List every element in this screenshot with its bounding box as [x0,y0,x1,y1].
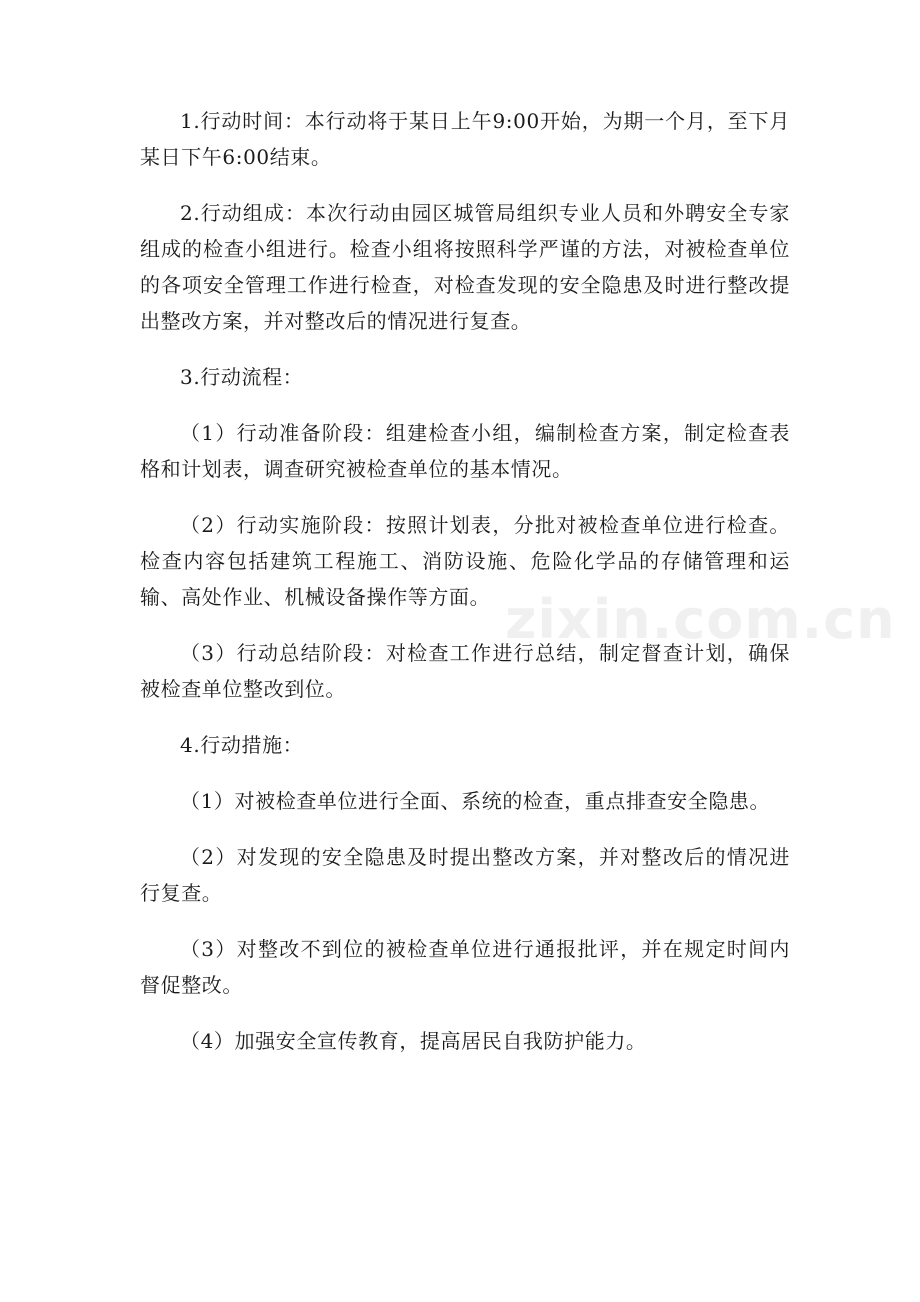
paragraph-measure-3: （3）对整改不到位的被检查单位进行通报批评，并在规定时间内督促整改。 [140,937,790,997]
document-body [140,103,790,1059]
paragraph-implementation-stage: （2）行动实施阶段：按照计划表，分批对被检查单位进行检查。检查内容包括建筑工程施工、消防设施、危险化学品的存储管理和运输、高处作业、机械设备操作等方面。 [140,513,790,609]
paragraph-action-composition: 2.行动组成：本次行动由园区城管局组织专业人员和外聘安全专家组成的检查小组进行。检查小组将按照科学严谨的方法，对被检查单位的各项安全管理工作进行检查，对检查发现的安全隐患及时进行整改提出整改方案，并对整改后的情况进行复查。 [140,201,790,333]
paragraph-preparation-stage: （1）行动准备阶段：组建检查小组，编制检查方案，制定检查表格和计划表，调查研究被检查单位的基本情况。 [140,421,790,481]
paragraph-action-process-heading: 3.行动流程： [180,365,304,389]
paragraph-measure-2: （2）对发现的安全隐患及时提出整改方案，并对整改后的情况进行复查。 [140,845,790,905]
paragraph-measure-1: （1）对被检查单位进行全面、系统的检查，重点排查安全隐患。 [180,789,771,813]
paragraph-measure-4: （4）加强安全宣传教育，提高居民自我防护能力。 [180,1029,647,1053]
paragraph-action-measures-heading: 4.行动措施： [180,733,304,757]
watermark: zixin.com.cn [505,588,896,651]
paragraph-summary-stage: （3）行动总结阶段：对检查工作进行总结，制定督查计划，确保被检查单位整改到位。 [140,641,790,701]
paragraph-action-time: 1.行动时间：本行动将于某日上午9:00开始，为期一个月，至下月某日下午6:00结束。 [140,109,790,169]
